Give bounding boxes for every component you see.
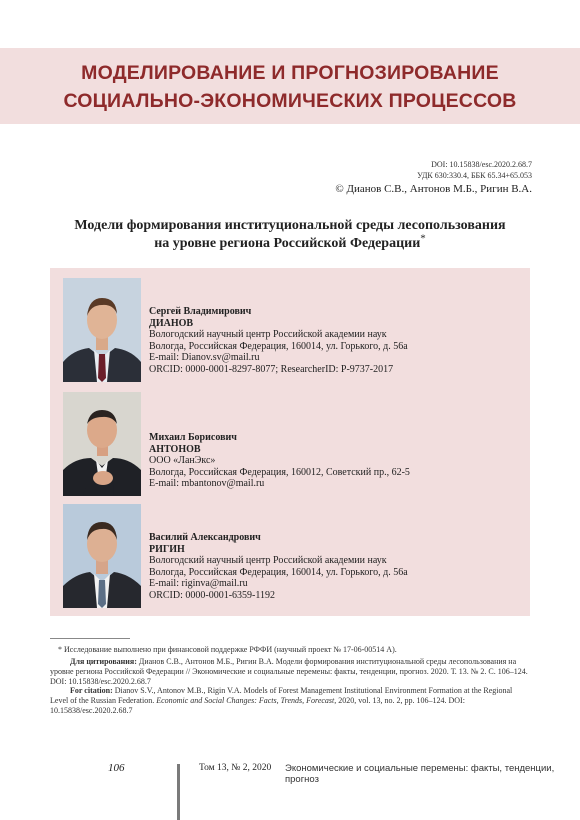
author-surname: ДИАНОВ — [149, 317, 194, 329]
author-organization: ООО «ЛанЭкс» — [149, 455, 216, 466]
author-surname: РИГИН — [149, 543, 185, 555]
author-block-dianov — [149, 306, 529, 375]
author-photo-rigin — [63, 504, 141, 608]
citation-ru-label: Для цитирования: — [70, 657, 137, 666]
author-photo-dianov — [63, 278, 141, 382]
author-address: Вологда, Российская Федерация, 160012, Советский пр., 62-5 — [149, 466, 410, 478]
author-photo-antonov — [63, 392, 141, 496]
citation-en-text: Dianov S.V., Antonov M.B., Rigin V.A. Models of Forest Management Institutional Environment Formation at the Regional Level of the Russian Federation. — [50, 686, 513, 705]
author-identifiers: ORCID: 0000-0001-6359-1192 — [149, 589, 276, 601]
citation-en — [50, 686, 530, 716]
section-title-line1: МОДЕЛИРОВАНИЕ И ПРОГНОЗИРОВАНИЕ — [81, 62, 499, 84]
author-address: Вологда, Российская Федерация, 160014, ул. Горького, д. 56а — [149, 340, 408, 352]
author-email[interactable]: E-mail: riginva@mail.ru — [149, 578, 248, 589]
author-identifiers: ORCID: 0000-0001-8297-8077; ResearcherID: P-9737-2017 — [149, 363, 394, 375]
copyright-line: © Дианов С.В., Антонов М.Б., Ригин В.А. — [335, 183, 532, 195]
footer-divider — [177, 764, 180, 820]
citation-en-label: For citation: — [70, 686, 113, 695]
page-number: 106 — [108, 762, 125, 774]
author-block-rigin — [149, 532, 529, 601]
citation-en-journal: Economic and Social Changes: Facts, Trends, Forecast — [156, 696, 335, 705]
citation-ru-text: Дианов С.В., Антонов М.Б., Ригин В.А. Модели формирования институциональной среды лесопользования на уровне региона Российской Федерации // Экономические и социальные перемены: факты, тенденции, прогноз. 2020. Т. 13. № 2. С. 106–124. DOI: 10.15838/esc.2020.2.68.7 — [50, 657, 528, 686]
title-footnote-marker: * — [420, 232, 426, 245]
udk-text: УДК 630:330.4, ББК 65.34+65.053 — [417, 171, 532, 180]
citation-ru — [50, 657, 530, 687]
footer-journal-name: Экономические и социальные перемены: факты, тенденции, прогноз — [285, 763, 555, 785]
author-given-name: Василий Александрович — [149, 532, 261, 543]
footnote-divider — [50, 638, 130, 639]
author-organization: Вологодский научный центр Российской академии наук — [149, 329, 387, 340]
author-organization: Вологодский научный центр Российской академии наук — [149, 555, 387, 566]
author-email[interactable]: E-mail: mbantonov@mail.ru — [149, 478, 265, 489]
footer-volume: Том 13, № 2, 2020 — [199, 763, 272, 773]
author-surname: АНТОНОВ — [149, 443, 201, 455]
author-address: Вологда, Российская Федерация, 160014, ул. Горького, д. 56а — [149, 566, 408, 578]
author-given-name: Михаил Борисович — [149, 432, 237, 443]
section-title-line2: СОЦИАЛЬНО-ЭКОНОМИЧЕСКИХ ПРОЦЕССОВ — [63, 90, 517, 112]
article-title-line1: Модели формирования институциональной среды лесопользования — [74, 218, 506, 233]
article-title-line2 — [0, 232, 580, 252]
author-given-name: Сергей Владимирович — [149, 306, 252, 317]
author-block-antonov — [149, 432, 529, 490]
citation-en-tail: , 2020, vol. 13, no. 2, pp. 106–124. DOI: 10.15838/esc.2020.2.68.7 — [50, 696, 465, 715]
article-title-text: на уровне региона Российской Федерации — [154, 236, 421, 251]
doi-text: DOI: 10.15838/esc.2020.2.68.7 — [431, 160, 532, 169]
funding-footnote: * Исследование выполнено при финансовой поддержке РФФИ (научный проект № 17-06-00514 А). — [58, 645, 397, 654]
author-email[interactable]: E-mail: Dianov.sv@mail.ru — [149, 352, 260, 363]
